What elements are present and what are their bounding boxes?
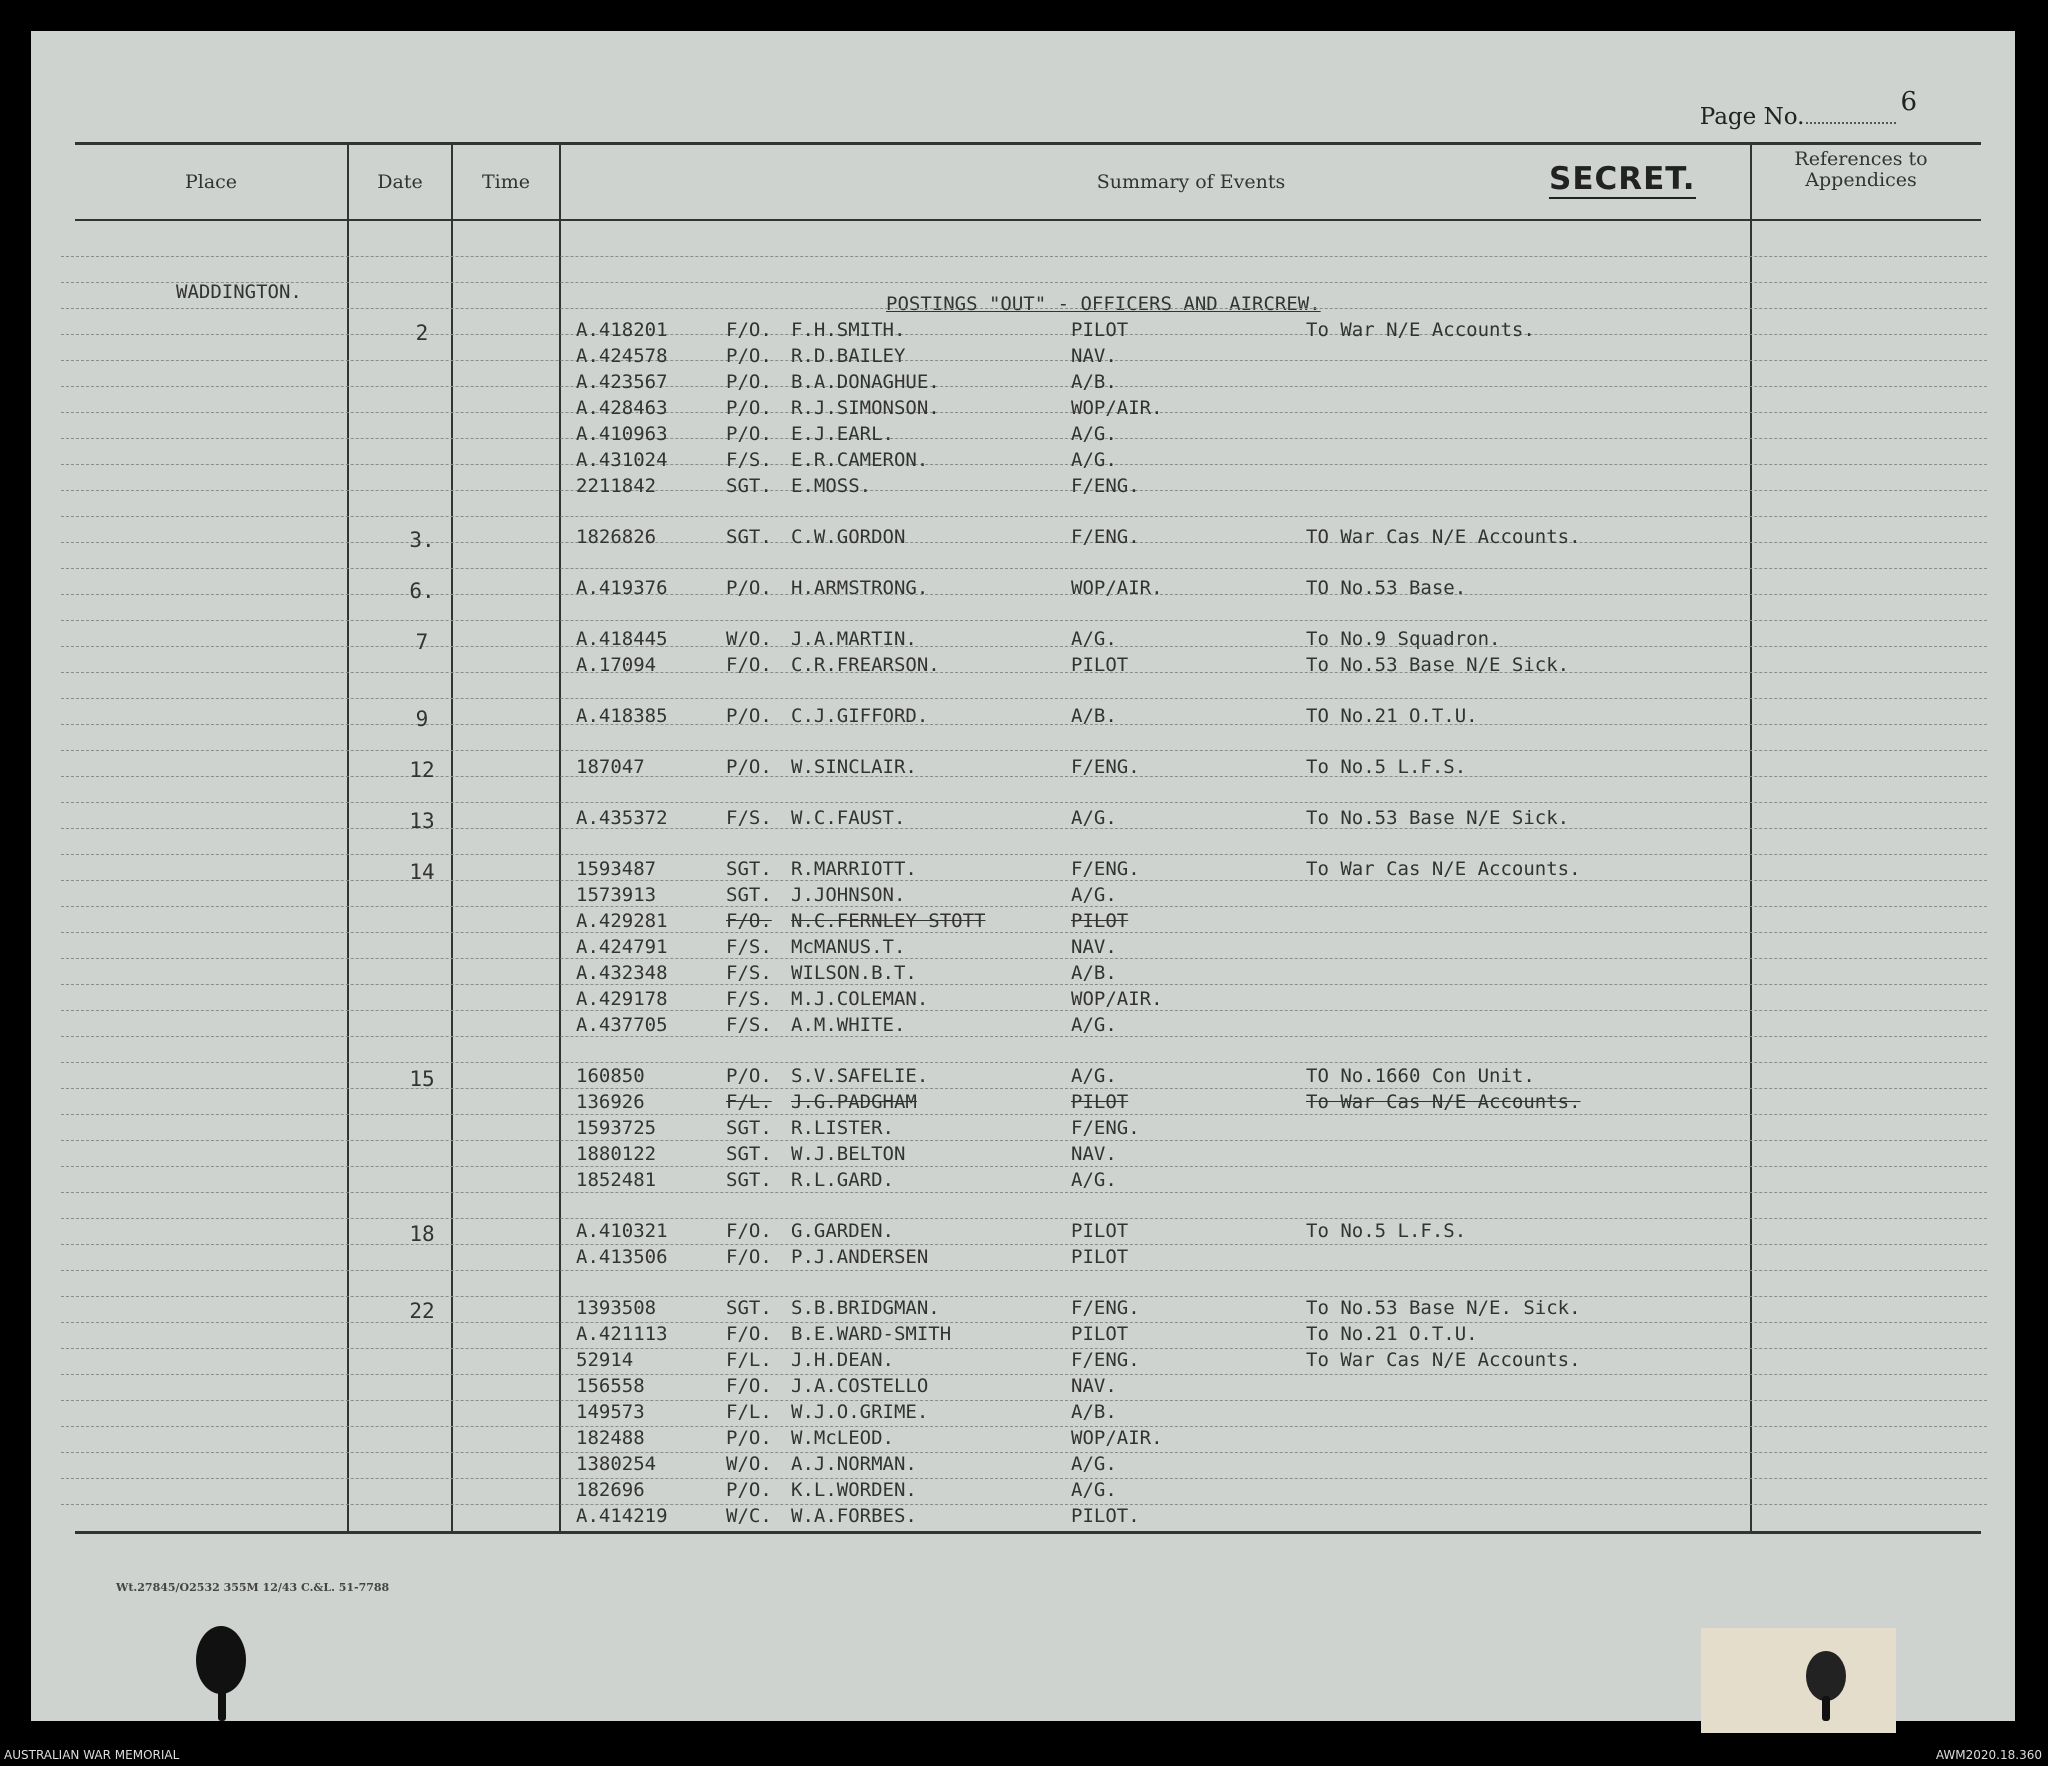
bottom-rule <box>75 1531 1981 1534</box>
entry-date: 9 <box>415 707 429 731</box>
rank: F/S. <box>726 936 772 958</box>
rank: SGT. <box>726 884 772 906</box>
person-name: WILSON.B.T. <box>791 962 917 984</box>
crew-role: WOP/AIR. <box>1071 1427 1163 1449</box>
service-number: A.17094 <box>576 654 657 676</box>
rank: F/L. <box>726 1401 772 1423</box>
dotted-rule <box>61 490 1987 491</box>
rank: F/O. <box>726 319 772 341</box>
col-line-summary <box>1750 142 1752 1533</box>
posting-destination: TO No.1660 Con Unit. <box>1306 1065 1535 1087</box>
person-name: S.V.SAFELIE. <box>791 1065 929 1087</box>
rank: F/O. <box>726 1246 772 1268</box>
crew-role: A/G. <box>1071 449 1117 471</box>
person-name: A.J.NORMAN. <box>791 1453 917 1475</box>
crew-role: A/G. <box>1071 628 1117 650</box>
page-number-dots <box>1806 122 1896 124</box>
person-name: W.A.FORBES. <box>791 1505 917 1527</box>
rank: P/O. <box>726 756 772 778</box>
rank: SGT. <box>726 1297 772 1319</box>
dotted-rule <box>61 1244 1987 1245</box>
rank: W/C. <box>726 1505 772 1527</box>
rank: F/O. <box>726 1375 772 1397</box>
entry-date: 7 <box>415 630 429 654</box>
person-name: W.J.O.GRIME. <box>791 1401 929 1423</box>
crew-role: PILOT <box>1071 910 1129 932</box>
rank: F/S. <box>726 807 772 829</box>
person-name: R.L.GARD. <box>791 1169 894 1191</box>
col-line-place <box>347 142 349 1533</box>
person-name: R.D.BAILEY <box>791 345 906 367</box>
dotted-rule <box>61 1114 1987 1115</box>
rank: F/L. <box>726 1091 772 1113</box>
print-code: Wt.27845/O2532 355M 12/43 C.&L. 51-7788 <box>116 1581 390 1594</box>
person-name: J.A.COSTELLO <box>791 1375 929 1397</box>
dotted-rule <box>61 672 1987 673</box>
crew-role: NAV. <box>1071 1375 1117 1397</box>
person-name: F.H.SMITH. <box>791 319 906 341</box>
person-name: R.J.SIMONSON. <box>791 397 940 419</box>
service-number: A.435372 <box>576 807 668 829</box>
top-rule <box>75 142 1981 145</box>
person-name: N.C.FERNLEY STOTT <box>791 910 986 932</box>
service-number: 136926 <box>576 1091 645 1113</box>
person-name: W.McLEOD. <box>791 1427 894 1449</box>
person-name: W.J.BELTON <box>791 1143 906 1165</box>
rank: P/O. <box>726 1427 772 1449</box>
service-number: A.424791 <box>576 936 668 958</box>
crew-role: PILOT <box>1071 1246 1129 1268</box>
posting-destination: TO No.53 Base. <box>1306 577 1467 599</box>
page-number-value: 6 <box>1900 87 1917 117</box>
entry-date: 14 <box>409 860 435 884</box>
service-number: 1826826 <box>576 526 657 548</box>
dotted-rule <box>61 386 1987 387</box>
crew-role: A/G. <box>1071 1065 1117 1087</box>
service-number: A.413506 <box>576 1246 668 1268</box>
header-date: Date <box>377 171 423 193</box>
crew-role: PILOT <box>1071 1091 1129 1113</box>
dotted-rule <box>61 932 1987 933</box>
dotted-rule <box>61 1426 1987 1427</box>
dotted-rule <box>61 542 1987 543</box>
col-line-date <box>451 142 453 1533</box>
service-number: A.421113 <box>576 1323 668 1345</box>
crew-role: F/ENG. <box>1071 858 1140 880</box>
rank: F/S. <box>726 1014 772 1036</box>
rank: SGT. <box>726 1117 772 1139</box>
rank: P/O. <box>726 423 772 445</box>
person-name: M.J.COLEMAN. <box>791 988 929 1010</box>
person-name: E.R.CAMERON. <box>791 449 929 471</box>
dotted-rule <box>61 698 1987 699</box>
service-number: A.418201 <box>576 319 668 341</box>
crew-role: A/G. <box>1071 1479 1117 1501</box>
person-name: W.C.FAUST. <box>791 807 906 829</box>
page-number <box>1699 87 1917 131</box>
rank: F/S. <box>726 449 772 471</box>
dotted-rule <box>61 334 1987 335</box>
secret-stamp: SECRET. <box>1549 161 1696 197</box>
crew-role: F/ENG. <box>1071 756 1140 778</box>
person-name: R.LISTER. <box>791 1117 894 1139</box>
dotted-rule <box>61 1140 1987 1141</box>
crew-role: PILOT <box>1071 654 1129 676</box>
service-number: 187047 <box>576 756 645 778</box>
posting-destination: To No.9 Squadron. <box>1306 628 1501 650</box>
crew-role: A/B. <box>1071 371 1117 393</box>
dotted-rule <box>61 438 1987 439</box>
person-name: E.J.EARL. <box>791 423 894 445</box>
crew-role: F/ENG. <box>1071 475 1140 497</box>
dotted-rule <box>61 412 1987 413</box>
dotted-rule <box>61 1296 1987 1297</box>
rank: SGT. <box>726 1169 772 1191</box>
person-name: P.J.ANDERSEN <box>791 1246 929 1268</box>
service-number: A.410963 <box>576 423 668 445</box>
service-number: A.432348 <box>576 962 668 984</box>
place-name: WADDINGTON. <box>176 281 302 303</box>
dotted-rule <box>61 568 1987 569</box>
dotted-rule <box>61 1400 1987 1401</box>
dotted-rule <box>61 1192 1987 1193</box>
dotted-rule <box>61 1166 1987 1167</box>
dotted-rule <box>61 776 1987 777</box>
crew-role: A/G. <box>1071 1169 1117 1191</box>
crew-role: A/B. <box>1071 1401 1117 1423</box>
crew-role: NAV. <box>1071 1143 1117 1165</box>
service-number: A.419376 <box>576 577 668 599</box>
dotted-rule <box>61 1036 1987 1037</box>
rank: P/O. <box>726 345 772 367</box>
person-name: J.H.DEAN. <box>791 1349 894 1371</box>
dotted-rule <box>61 1374 1987 1375</box>
crew-role: A/G. <box>1071 884 1117 906</box>
posting-destination: To No.53 Base N/E Sick. <box>1306 654 1570 676</box>
dotted-rule <box>61 958 1987 959</box>
service-number: A.424578 <box>576 345 668 367</box>
dotted-rule <box>61 1322 1987 1323</box>
service-number: A.410321 <box>576 1220 668 1242</box>
entry-date: 6. <box>409 579 435 603</box>
rank: SGT. <box>726 1143 772 1165</box>
dotted-rule <box>61 620 1987 621</box>
entry-date: 18 <box>409 1222 435 1246</box>
dotted-rule <box>61 1452 1987 1453</box>
service-number: A.429281 <box>576 910 668 932</box>
crew-role: PILOT. <box>1071 1505 1140 1527</box>
person-name: K.L.WORDEN. <box>791 1479 917 1501</box>
person-name: E.MOSS. <box>791 475 872 497</box>
dotted-rule <box>61 1504 1987 1505</box>
posting-destination: To War Cas N/E Accounts. <box>1306 1091 1581 1113</box>
header-references: References to Appendices <box>1794 148 1928 191</box>
dotted-rule <box>61 464 1987 465</box>
person-name: B.A.DONAGHUE. <box>791 371 940 393</box>
posting-destination: To No.5 L.F.S. <box>1306 756 1467 778</box>
rank: SGT. <box>726 858 772 880</box>
person-name: C.J.GIFFORD. <box>791 705 929 727</box>
rank: P/O. <box>726 1479 772 1501</box>
header-rule <box>75 219 1981 221</box>
archive-reference: AWM2020.18.360 <box>1935 1748 2042 1762</box>
service-number: A.431024 <box>576 449 668 471</box>
paper-tag <box>1701 1628 1896 1733</box>
posting-destination: TO No.21 O.T.U. <box>1306 705 1478 727</box>
rank: SGT. <box>726 526 772 548</box>
posting-destination: TO War Cas N/E Accounts. <box>1306 526 1581 548</box>
person-name: W.SINCLAIR. <box>791 756 917 778</box>
dotted-rule <box>61 282 1987 283</box>
rank: F/O. <box>726 1220 772 1242</box>
dotted-rule <box>61 1010 1987 1011</box>
service-number: 182488 <box>576 1427 645 1449</box>
crew-role: NAV. <box>1071 345 1117 367</box>
rank: P/O. <box>726 1065 772 1087</box>
service-number: A.418385 <box>576 705 668 727</box>
posting-destination: To No.5 L.F.S. <box>1306 1220 1467 1242</box>
entry-date: 13 <box>409 809 435 833</box>
posting-destination: To No.21 O.T.U. <box>1306 1323 1478 1345</box>
crew-role: WOP/AIR. <box>1071 988 1163 1010</box>
punch-hole-right <box>1806 1651 1846 1701</box>
dotted-rule <box>61 906 1987 907</box>
dotted-rule <box>61 750 1987 751</box>
tag-string-right <box>1822 1696 1830 1721</box>
person-name: G.GARDEN. <box>791 1220 894 1242</box>
service-number: A.414219 <box>576 1505 668 1527</box>
posting-destination: To War N/E Accounts. <box>1306 319 1535 341</box>
rank: F/O. <box>726 910 772 932</box>
service-number: 156558 <box>576 1375 645 1397</box>
person-name: R.MARRIOTT. <box>791 858 917 880</box>
tag-string-left <box>218 1681 226 1721</box>
dotted-rule <box>61 802 1987 803</box>
rank: F/L. <box>726 1349 772 1371</box>
header-time: Time <box>481 171 530 193</box>
col-line-time <box>559 142 561 1533</box>
page-number-label: Page No. <box>1699 104 1805 130</box>
service-number: 1393508 <box>576 1297 657 1319</box>
person-name: C.R.FREARSON. <box>791 654 940 676</box>
service-number: A.428463 <box>576 397 668 419</box>
service-number: A.429178 <box>576 988 668 1010</box>
service-number: 1593725 <box>576 1117 657 1139</box>
entry-date: 15 <box>409 1067 435 1091</box>
dotted-rule <box>61 646 1987 647</box>
service-number: 1852481 <box>576 1169 657 1191</box>
header-place: Place <box>184 171 238 193</box>
crew-role: PILOT <box>1071 1323 1129 1345</box>
rank: F/O. <box>726 1323 772 1345</box>
entry-date: 2 <box>415 321 429 345</box>
crew-role: A/G. <box>1071 423 1117 445</box>
person-name: H.ARMSTRONG. <box>791 577 929 599</box>
crew-role: A/G. <box>1071 807 1117 829</box>
dotted-rule <box>61 828 1987 829</box>
dotted-rule <box>61 1062 1987 1063</box>
dotted-rule <box>61 594 1987 595</box>
dotted-rule <box>61 984 1987 985</box>
dotted-rule <box>61 1270 1987 1271</box>
person-name: S.B.BRIDGMAN. <box>791 1297 940 1319</box>
dotted-rule <box>61 880 1987 881</box>
rank: P/O. <box>726 705 772 727</box>
rank: F/S. <box>726 962 772 984</box>
person-name: A.M.WHITE. <box>791 1014 906 1036</box>
person-name: J.JOHNSON. <box>791 884 906 906</box>
service-number: A.423567 <box>576 371 668 393</box>
crew-role: A/B. <box>1071 962 1117 984</box>
rank: P/O. <box>726 397 772 419</box>
document-sheet <box>31 31 2015 1721</box>
person-name: McMANUS.T. <box>791 936 906 958</box>
rank: P/O. <box>726 577 772 599</box>
dotted-rule <box>61 1088 1987 1089</box>
crew-role: F/ENG. <box>1071 1297 1140 1319</box>
rank: SGT. <box>726 475 772 497</box>
person-name: C.W.GORDON <box>791 526 906 548</box>
dotted-rule <box>61 516 1987 517</box>
crew-role: A/G. <box>1071 1453 1117 1475</box>
service-number: 52914 <box>576 1349 634 1371</box>
service-number: 1573913 <box>576 884 657 906</box>
service-number: 149573 <box>576 1401 645 1423</box>
dotted-rule <box>61 1478 1987 1479</box>
person-name: J.G.PADGHAM <box>791 1091 917 1113</box>
dotted-rule <box>61 308 1987 309</box>
dotted-rule <box>61 1348 1987 1349</box>
crew-role: NAV. <box>1071 936 1117 958</box>
service-number: A.418445 <box>576 628 668 650</box>
crew-role: F/ENG. <box>1071 526 1140 548</box>
crew-role: F/ENG. <box>1071 1349 1140 1371</box>
dotted-rule <box>61 256 1987 257</box>
person-name: J.A.MARTIN. <box>791 628 917 650</box>
rank: W/O. <box>726 628 772 650</box>
service-number: 182696 <box>576 1479 645 1501</box>
posting-destination: To War Cas N/E Accounts. <box>1306 858 1581 880</box>
rank: W/O. <box>726 1453 772 1475</box>
crew-role: WOP/AIR. <box>1071 577 1163 599</box>
archive-caption: AUSTRALIAN WAR MEMORIAL <box>4 1748 180 1762</box>
dotted-rule <box>61 360 1987 361</box>
person-name: B.E.WARD-SMITH <box>791 1323 952 1345</box>
entry-date: 22 <box>409 1299 435 1323</box>
dotted-rule <box>61 854 1987 855</box>
entry-date: 3. <box>409 528 435 552</box>
crew-role: WOP/AIR. <box>1071 397 1163 419</box>
posting-destination: To No.53 Base N/E. Sick. <box>1306 1297 1581 1319</box>
crew-role: A/G. <box>1071 1014 1117 1036</box>
service-number: 2211842 <box>576 475 657 497</box>
service-number: 1880122 <box>576 1143 657 1165</box>
service-number: 1593487 <box>576 858 657 880</box>
posting-destination: To No.53 Base N/E Sick. <box>1306 807 1570 829</box>
crew-role: F/ENG. <box>1071 1117 1140 1139</box>
crew-role: A/B. <box>1071 705 1117 727</box>
dotted-rule <box>61 1218 1987 1219</box>
rank: F/S. <box>726 988 772 1010</box>
service-number: 160850 <box>576 1065 645 1087</box>
section-title: POSTINGS "OUT" - OFFICERS AND AIRCREW. <box>886 293 1321 315</box>
rank: P/O. <box>726 371 772 393</box>
service-number: A.437705 <box>576 1014 668 1036</box>
posting-destination: To War Cas N/E Accounts. <box>1306 1349 1581 1371</box>
rank: F/O. <box>726 654 772 676</box>
crew-role: PILOT <box>1071 319 1129 341</box>
crew-role: PILOT <box>1071 1220 1129 1242</box>
entry-date: 12 <box>409 758 435 782</box>
dotted-rule <box>61 724 1987 725</box>
service-number: 1380254 <box>576 1453 657 1475</box>
header-summary: Summary of Events <box>1096 171 1286 193</box>
